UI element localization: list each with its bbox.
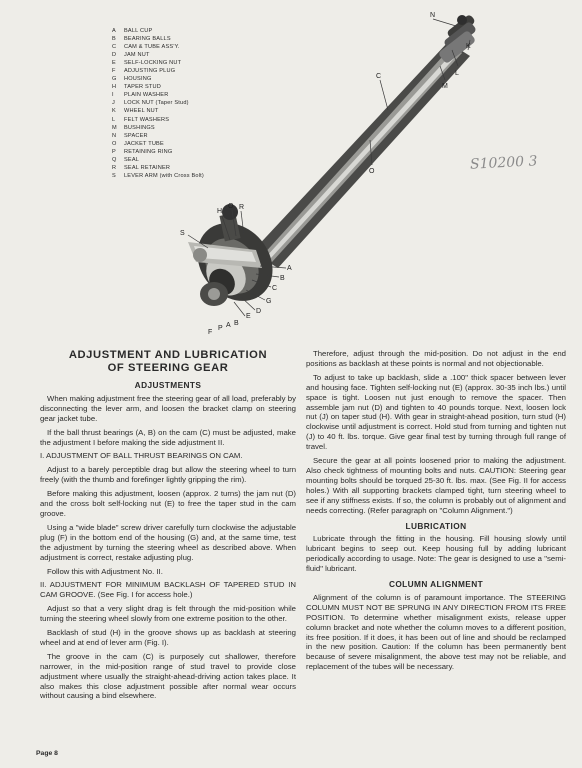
legend-text: FELT WASHERS [124, 116, 170, 123]
legend-key: I [112, 92, 114, 99]
column-alignment-heading: COLUMN ALIGNMENT [388, 579, 484, 590]
legend-key: C [112, 44, 117, 51]
callout-b-bottom: B [234, 320, 239, 327]
callout-p: P [218, 325, 223, 332]
callout-g: G [266, 298, 272, 305]
callout-n: N [430, 12, 436, 19]
steering-gear-illustration [0, 0, 582, 345]
legend-key: O [112, 140, 117, 147]
callout-s: S [180, 230, 185, 237]
paragraph: The groove in the cam (C) is purposely cut shallower, therefore narrower, in the mid-position range of stud travel to provide close adjustment where usually the straight-ahead-driving action takes place. It also makes this close adjustment possible after normal wear occurs without causing a bind elsewhere. [40, 651, 296, 701]
legend-key: P [112, 148, 116, 155]
legend-key: Q [112, 156, 117, 163]
legend-key: H [112, 84, 117, 91]
jacket-tube [252, 42, 470, 268]
legend-text: LEVER ARM (with Cross Bolt) [124, 172, 205, 179]
legend-key: E [112, 60, 116, 67]
legend-text: LOCK NUT (Taper Stud) [124, 100, 189, 107]
paragraph: Therefore, adjust through the mid-position. Do not adjust in the end positions as backlash at these points is normal and not objectionable. [306, 349, 566, 368]
legend-text: CAM & TUBE ASS'Y. [124, 44, 180, 51]
legend-text: RETAINING RING [124, 148, 173, 155]
callout-r: R [239, 204, 245, 211]
callout-q: O [228, 203, 234, 210]
paragraph: Backlash of stud (H) in the groove shows up as backlash at steering wheel and at end of lever arm (Fig. I). [40, 628, 296, 647]
legend-text: WHEEL NUT [124, 108, 159, 115]
callout-a-bottom: A [226, 322, 231, 329]
paragraph: Before making this adjustment, loosen (approx. 2 turns) the jam nut (D) and the cross bolt self-locking nut (E) to free the taper stud in the cam groove. [40, 489, 296, 518]
legend-key: S [112, 172, 116, 179]
legend-key: N [112, 132, 117, 139]
callout-l: L [455, 70, 459, 77]
paragraph: Follow this with Adjustment No. II. [47, 566, 163, 576]
legend-text: SEAL [124, 156, 140, 163]
legend-text: SEAL RETAINER [124, 164, 171, 171]
legend-text: BUSHINGS [124, 124, 155, 131]
right-column [306, 349, 566, 676]
legend-key: K [112, 108, 116, 115]
legend-key: D [112, 52, 117, 59]
legend-text: JAM NUT [124, 52, 150, 59]
legend-key: A [112, 28, 116, 34]
legend-key: R [112, 164, 117, 171]
handwritten-part-number: S10200 3 [469, 153, 538, 173]
legend-key: L [112, 116, 116, 123]
callout-o: O [369, 168, 375, 175]
legend-text: PLAIN WASHER [124, 92, 169, 99]
adjustments-heading: ADJUSTMENTS [134, 380, 202, 390]
callout-a-right: A [287, 265, 292, 272]
section-heading-1: I. ADJUSTMENT OF BALL THRUST BEARINGS ON CAM. [40, 451, 243, 461]
paragraph: Lubricate through the fitting in the housing. Fill housing slowly until lubricant begins to seep out. Keep housing full by adding lubricant periodically according to usage. Note: The gear is designed to use a "semi-fluid" lubricant. [306, 534, 566, 574]
callout-h: H [217, 208, 223, 215]
legend-text: BALL CUP [124, 28, 153, 34]
paragraph: When making adjustment free the steering gear of all load, preferably by disconnecting the lever arm, and loosen the bracket clamp on steering gear jacket tube. [40, 393, 296, 423]
paragraph: Secure the gear at all points loosened prior to making the adjustment. Also check tightness of mounting bolts and nuts. CAUTION: Steering gear mounting bolts should be torqued 25-30 ft. lbs. max. (See Fig. II for access holes.) With all supporting brackets clamped tight, turn steering wheel to see if any stiffness exists. If so, the column is probably out of alignment and needs correcting. (Refer paragraph on "Column Alignment.") [306, 456, 566, 515]
callout-c-top: C [376, 73, 382, 80]
callout-d: D [256, 308, 262, 315]
legend-text: BEARING BALLS [124, 36, 171, 43]
legend-text: TAPER STUD [124, 84, 162, 91]
legend-key: G [112, 76, 117, 83]
page-title-line-2: OF STEERING GEAR [107, 361, 229, 374]
legend-text: ADJUSTING PLUG [124, 68, 176, 75]
legend-key: M [112, 124, 117, 131]
page-number: Page 8 [36, 750, 58, 757]
legend-text: JACKET TUBE [124, 140, 164, 147]
paragraph: Alignment of the column is of paramount importance. The STEERING COLUMN MUST NOT BE SPRUNG IN ANY DIRECTION FROM ITS FREE POSITION. To determine whether misalignment exists, release upper column bracket and note whether the column moves to a different position, its free position. If it does, it has been out of line and should be reclamped in the new position. Caution: If the column has been permanently bent because of severe misalignment, the above test may not be reliable, and replacement of the tubes will be necessary. [306, 592, 566, 672]
paragraph: Using a "wide blade" screw driver carefully turn clockwise the adjustable plug (F) in the bottom end of the housing (G) and, at the same time, test the adjustment by turning the steering wheel as described above. When adjustment is correct, restake adjusting plug. [40, 522, 296, 562]
callout-e: E [246, 313, 251, 320]
legend-text: SPACER [124, 132, 148, 139]
legend-key: B [112, 36, 116, 43]
page-title [40, 349, 296, 374]
callout-k: K [466, 43, 471, 50]
legend-key: J [112, 100, 115, 107]
paragraph: Adjust so that a very slight drag is felt through the mid-position while turning the steering wheel slowly from one extreme position to the other. [40, 604, 296, 624]
callout-c-lower: C [272, 285, 278, 292]
lubrication-heading: LUBRICATION [405, 520, 467, 531]
legend-key: F [112, 68, 116, 75]
left-column [40, 349, 296, 705]
paragraph: If the ball thrust bearings (A, B) on the cam (C) must be adjusted, make the adjustment I before making the side adjustment II. [40, 427, 296, 447]
page-title-line-1: ADJUSTMENT AND LUBRICATION [68, 349, 268, 361]
legend-text: HOUSING [124, 76, 152, 83]
callout-m: M [442, 83, 448, 90]
section-heading-2: II. ADJUSTMENT FOR MINIMUM BACKLASH OF TAPERED STUD IN CAM GROOVE. (See Fig. I for access hole.) [40, 580, 296, 600]
callout-b-right: B [280, 275, 285, 282]
paragraph: Adjust to a barely perceptible drag but allow the steering wheel to turn freely (with the thumb and forefinger lightly gripping the rim). [40, 465, 296, 485]
legend-text: SELF-LOCKING NUT [124, 60, 182, 67]
paragraph: To adjust to take up backlash, slide a .100" thick spacer between lever and housing face. Tighten self-locking nut (E) (approx. 30-35 inch lbs.) until space is tight. Loosen nut just enough to remove the spacer. Then assemble jam nut (D) and tighten to 40 pounds torque. Next, loosen lock nut (J) on taper stud (H). With gear in straight-ahead position, turn stud (H) clockwise until adjustment is correct. Hold stud from turning and tighten nut (J) to 40 ft. lbs. torque. Give gear final test by turning through full range of travel. [306, 372, 566, 452]
callout-f: F [208, 329, 213, 336]
